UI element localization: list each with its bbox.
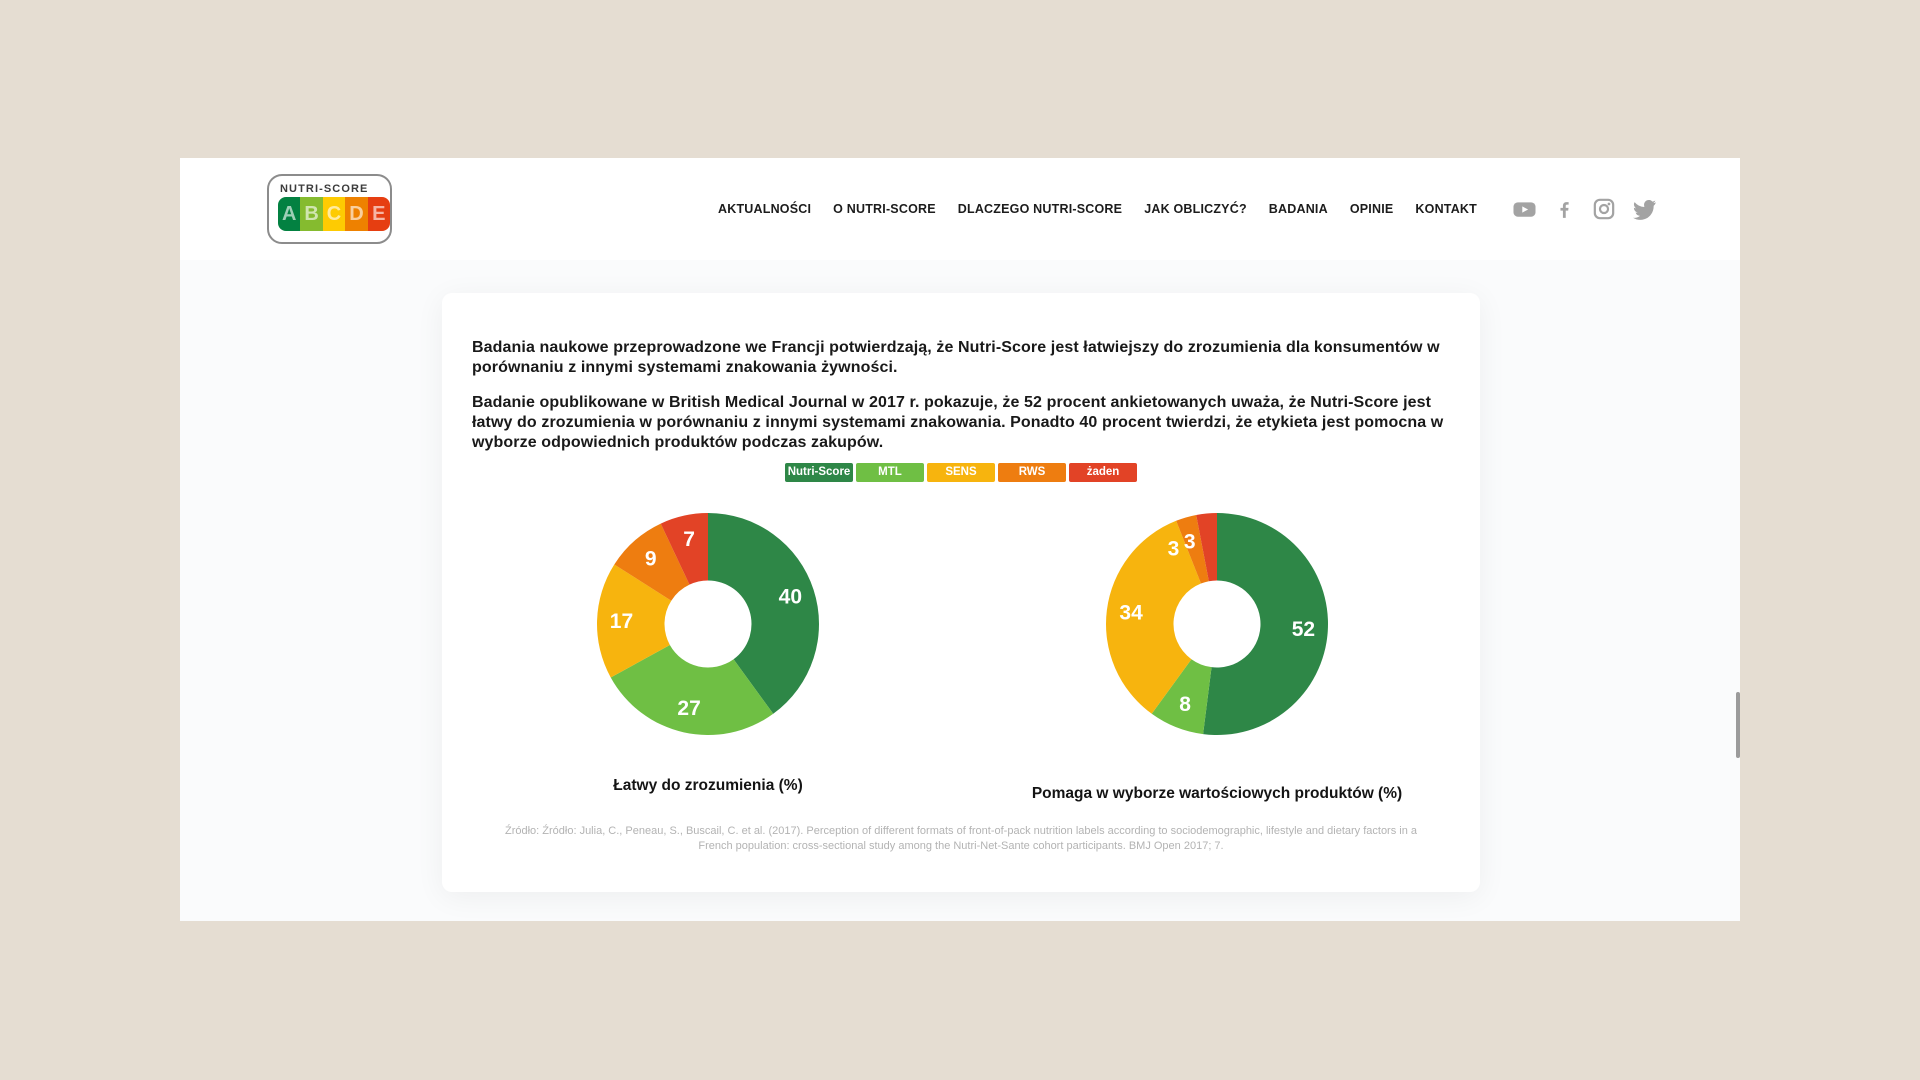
- nav-item-jak-obliczy[interactable]: JAK OBLICZYĆ?: [1144, 202, 1247, 216]
- source-citation: Źródło: Źródło: Julia, C., Peneau, S., Buscail, C. et al. (2017). Perception of different formats of front-of-pack nutrition labels according to sociodemographic, lifestyle and dietary factors in a French population: cross-sectional study among the Nutri-Net-Sante cohort participants. BMJ Open 2017; 7.: [504, 825, 1418, 852]
- nav-item-o-nutri-score[interactable]: O NUTRI-SCORE: [833, 202, 936, 216]
- chart-title-0: Łatwy do zrozumienia (%): [613, 777, 803, 794]
- legend-item-nutri-score: Nutri-Score: [785, 463, 853, 482]
- legend-item-aden: żaden: [1069, 463, 1137, 482]
- slice-value-rws-0: 9: [644, 547, 657, 571]
- instagram-icon: [1593, 198, 1615, 220]
- logo-grade-d: D: [345, 197, 367, 231]
- scrollbar-thumb[interactable]: [1736, 692, 1740, 758]
- slice-value-sens-1: 34: [1119, 601, 1143, 625]
- facebook-link[interactable]: [1554, 198, 1575, 221]
- paragraph-study-details: Badanie opublikowane w British Medical Journal w 2017 r. pokazuje, że 52 procent ankietowanych uważa, że Nutri-Score jest łatwy do zrozumienia w porównaniu z innymi systemami znakowania. Ponadto 40 procent twierdzi, że etykieta jest pomocna w wyborze odpowiednich produktów podczas zakupów.: [472, 394, 1444, 451]
- nutri-score-logo[interactable]: [267, 174, 392, 244]
- chart-title-1: Pomaga w wyborze wartościowych produktów (%): [1031, 785, 1403, 802]
- main-nav: [718, 158, 1477, 260]
- site-header: [180, 158, 1740, 260]
- slice-value-nutri-score-1: 52: [1291, 617, 1316, 641]
- slice-value-nutri-score-0: 40: [778, 585, 803, 609]
- slice-value-mtl-0: 27: [677, 696, 701, 720]
- twitter-icon: [1633, 198, 1656, 221]
- social-links: [1513, 158, 1656, 260]
- nav-item-badania[interactable]: BADANIA: [1268, 202, 1328, 216]
- slice-value-rws-1: 3: [1167, 537, 1180, 561]
- slice-value-sens-0: 17: [609, 609, 634, 633]
- facebook-icon: [1554, 198, 1575, 221]
- logo-grade-b: B: [300, 197, 322, 231]
- nav-item-opinie[interactable]: OPINIE: [1349, 202, 1394, 216]
- legend-item-sens: SENS: [927, 463, 995, 482]
- content-card: [442, 293, 1480, 892]
- youtube-icon: [1513, 198, 1536, 221]
- nav-item-kontakt[interactable]: KONTAKT: [1415, 202, 1477, 216]
- paragraph-study-intro: Badania naukowe przeprowadzone we Francji potwierdzają, że Nutri-Score jest łatwiejszy do zrozumienia dla konsumentów w porównaniu z innymi systemami znakowania żywności.: [472, 339, 1440, 376]
- donut-chart-0: [448, 504, 968, 824]
- nav-item-aktualno-ci[interactable]: AKTUALNOŚCI: [717, 202, 812, 216]
- logo-grade-e: E: [368, 197, 390, 231]
- slice-value-aden-1: 3: [1183, 530, 1196, 554]
- legend-item-mtl: MTL: [856, 463, 924, 482]
- donut-svg-0: [588, 504, 828, 744]
- chart-legend: [442, 463, 1480, 482]
- page-main: [180, 260, 1740, 921]
- youtube-link[interactable]: [1513, 198, 1536, 221]
- logo-grade-c: C: [323, 197, 345, 231]
- donut-chart-1: [957, 504, 1477, 824]
- site-page: [180, 158, 1740, 921]
- slice-value-mtl-1: 8: [1179, 693, 1191, 717]
- logo-grade-bar: [278, 197, 390, 231]
- logo-title: NUTRI-SCORE: [280, 183, 369, 195]
- twitter-link[interactable]: [1633, 198, 1656, 221]
- donut-svg-1: [1097, 504, 1337, 744]
- instagram-link[interactable]: [1593, 198, 1615, 221]
- nav-item-dlaczego-nutri-score[interactable]: DLACZEGO NUTRI-SCORE: [957, 202, 1123, 216]
- legend-item-rws: RWS: [998, 463, 1066, 482]
- logo-grade-a: A: [278, 197, 300, 231]
- slice-value-aden-0: 7: [683, 528, 695, 552]
